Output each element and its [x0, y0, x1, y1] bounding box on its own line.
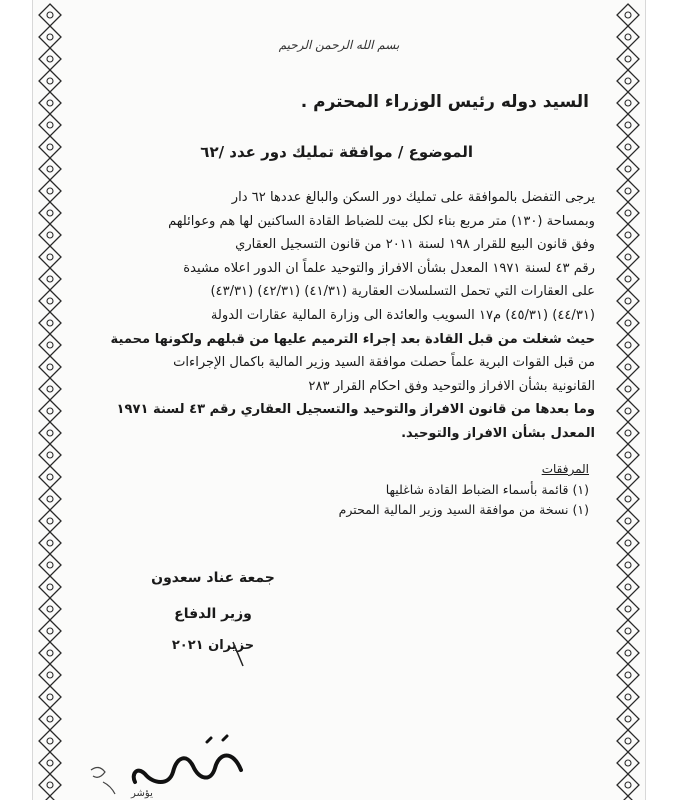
letter-content — [77, 0, 601, 800]
pen-stroke — [229, 640, 249, 670]
body-line: يرجى التفضل بالموافقة على تمليك دور السكن والبالغ عددها ٦٢ دار — [231, 190, 595, 205]
signatory-title: وزير الدفاع — [174, 606, 252, 622]
body-line: من قبل القوات البرية علماً حصلت موافقة السيد وزير المالية باكمال الإجراءات — [173, 355, 595, 371]
attachment-item: (١) نسخة من موافقة السيد وزير المالية المحترم — [338, 502, 589, 517]
left-ornamental-border — [35, 0, 65, 800]
attachments-heading: المرفقات — [541, 462, 589, 476]
document-page — [32, 0, 646, 800]
basmala-header: بسم الله الرحمن الرحيم — [278, 38, 400, 52]
right-ornamental-border — [613, 0, 643, 800]
body-line: المعدل بشأن الافراز والتوحيد. — [401, 425, 595, 441]
addressee-line: السيد دوله رئيس الوزراء المحترم . — [300, 92, 589, 112]
body-line: حيث شغلت من قبل القادة بعد إجراء الترميم عليها من قبلهم ولكونها محمية — [110, 331, 595, 347]
body-line: وفق قانون البيع للقرار ١٩٨ لسنة ٢٠١١ من قانون التسجيل العقاري — [235, 237, 595, 253]
body-line: (٤٤/٣١) (٤٥/٣١) م١٧ السويب والعائدة الى وزارة المالية عقارات الدولة — [210, 307, 595, 323]
handwritten-annotation — [123, 730, 253, 800]
body-line: القانونية بشأن الافراز والتوحيد وفق احكام القرار ٢٨٣ — [308, 378, 595, 394]
body-line: وما بعدها من قانون الافراز والتوحيد والتسجيل العقاري رقم ٤٣ لسنة ١٩٧١ — [116, 402, 595, 418]
body-line: وبمساحة (١٣٠) متر مربع بناء لكل بيت للضباط القادة الساكنين لها هم وعوائلهم — [168, 213, 595, 229]
letter-body — [87, 186, 595, 446]
signatory-name: جمعة عناد سعدون — [151, 570, 275, 586]
signature-block — [113, 570, 313, 653]
margin-scribble — [85, 760, 125, 796]
attachment-item: (١) قائمة بأسماء الضباط القادة شاغليها — [385, 482, 589, 497]
letter-date: حزيران ٢٠٢١ — [171, 638, 255, 653]
body-line: رقم ٤٣ لسنة ١٩٧١ المعدل بشأن الافراز والتوحيد علماً ان الدور اعلاه مشيدة — [183, 260, 595, 276]
handwritten-note: يؤشر — [131, 788, 153, 799]
body-line: على العقارات التي تحمل التسلسلات العقارية (٤١/٣١) (٤٢/٣١) (٤٣/٣١) — [210, 284, 595, 300]
attachments-list — [339, 480, 589, 520]
subject-line: الموضوع / موافقة تمليك دور عدد /٦٢ — [200, 143, 473, 161]
